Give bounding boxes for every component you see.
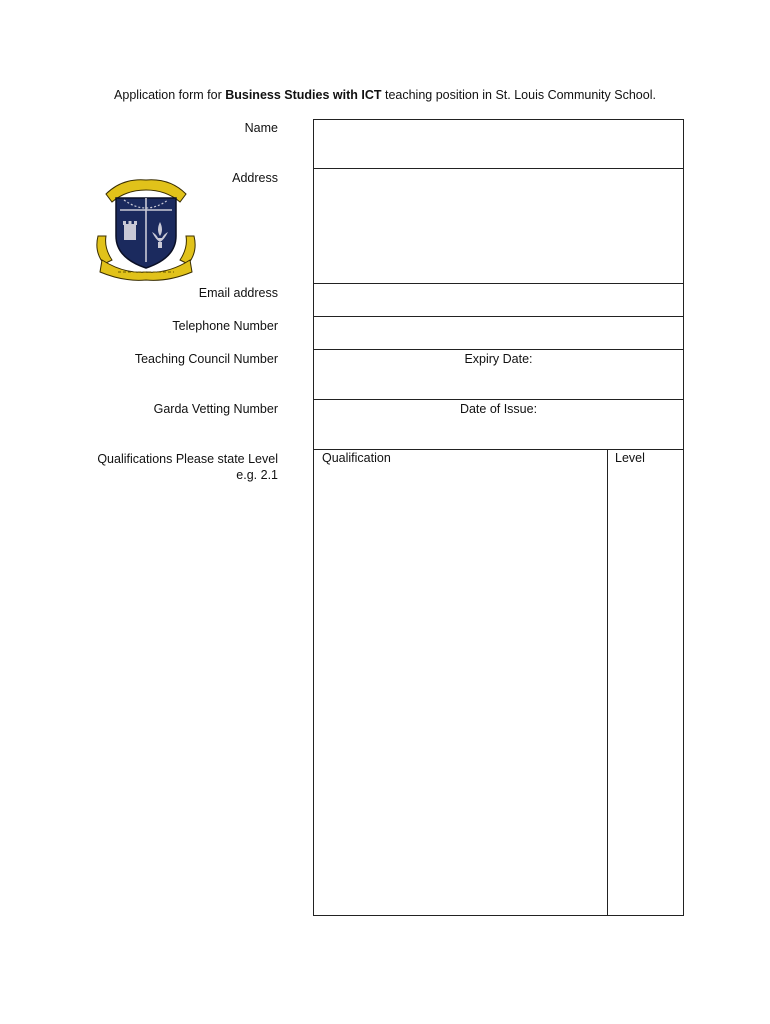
- email-field[interactable]: [313, 283, 684, 317]
- address-field[interactable]: [313, 168, 684, 284]
- expiry-date-label: Expiry Date:: [464, 352, 533, 366]
- title-bold: Business Studies with ICT: [225, 88, 382, 102]
- name-field[interactable]: [313, 119, 684, 169]
- title-suffix: teaching position in St. Louis Community School.: [381, 88, 656, 102]
- email-label: Email address: [198, 286, 278, 300]
- level-column[interactable]: [607, 450, 645, 915]
- name-label: Name: [244, 121, 278, 135]
- teaching-council-label: Teaching Council Number: [134, 352, 278, 366]
- address-label: Address: [232, 171, 278, 185]
- qualifications-table[interactable]: [313, 449, 684, 916]
- teaching-council-field[interactable]: [313, 349, 684, 400]
- level-column-header: Level: [615, 451, 645, 465]
- qualifications-label: [97, 451, 278, 483]
- qualifications-label-line1: Qualifications Please state Level: [97, 452, 278, 466]
- garda-vetting-field[interactable]: [313, 399, 684, 450]
- school-crest-icon: [88, 176, 204, 282]
- garda-vetting-label: Garda Vetting Number: [153, 402, 278, 416]
- qualifications-label-line2: e.g. 2.1: [236, 468, 278, 482]
- title-prefix: Application form for: [114, 88, 226, 102]
- qualification-column-header: Qualification: [322, 451, 391, 465]
- form-title: [0, 88, 770, 102]
- telephone-field[interactable]: [313, 316, 684, 350]
- telephone-label: Telephone Number: [172, 319, 278, 333]
- date-of-issue-label: Date of Issue:: [459, 402, 538, 416]
